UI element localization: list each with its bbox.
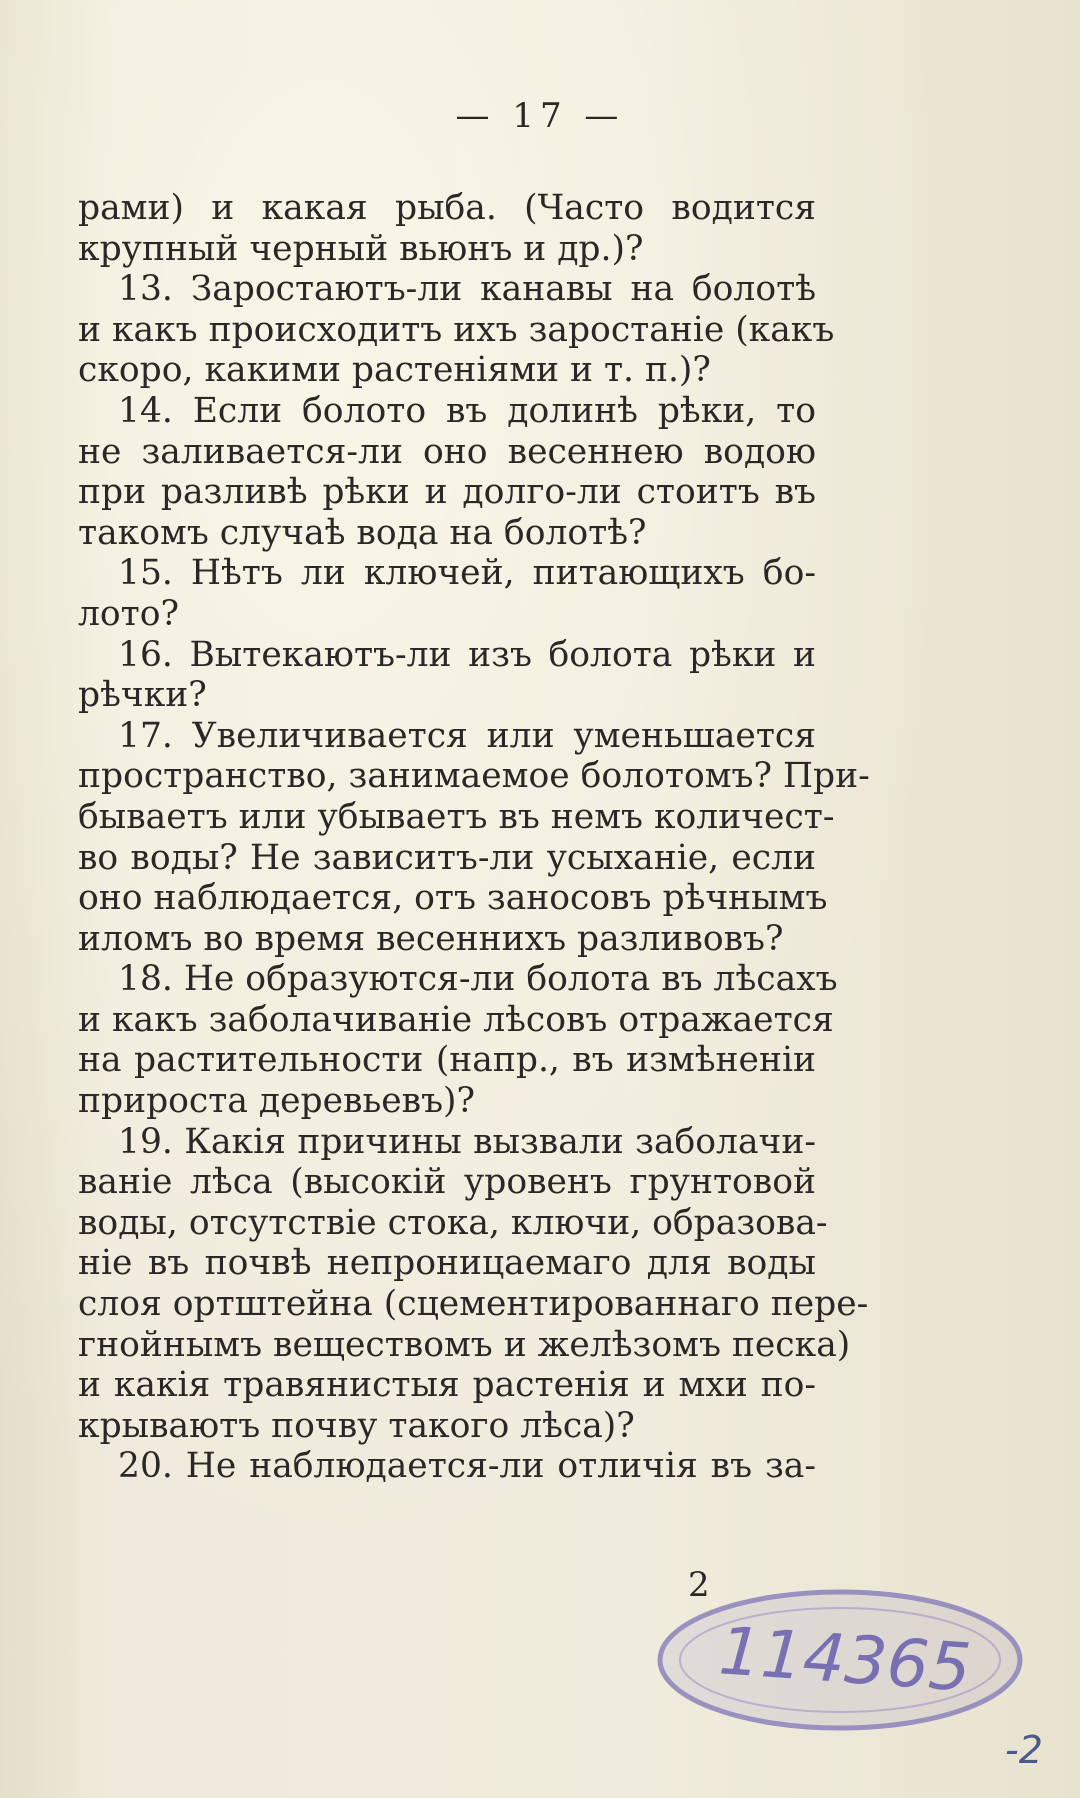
text-line: пространство, занимаемое болотомъ? При-	[78, 756, 870, 797]
text-line: такомъ случаѣ вода на болотѣ?	[78, 512, 647, 553]
stamp-number: 114365	[716, 1612, 974, 1707]
signature-mark: 2	[688, 1565, 710, 1605]
text-line: лото?	[78, 593, 180, 634]
text-line: ваніе лѣса (высокій уровенъ грунтовой	[78, 1162, 816, 1203]
text-line: иломъ во время весеннихъ разливовъ?	[78, 918, 784, 959]
text-line: гнойнымъ веществомъ и желѣзомъ песка)	[78, 1324, 851, 1365]
text-line: 19. Какія причины вызвали заболачи-	[118, 1121, 816, 1162]
text-line: 13. Заростаютъ-ли канавы на болотѣ	[118, 269, 816, 310]
corner-mark: -2	[1005, 1728, 1043, 1772]
library-stamp	[650, 1570, 1030, 1740]
text-line: бываетъ или убываетъ въ немъ количест-	[78, 796, 835, 837]
text-line: при разливѣ рѣки и долго-ли стоитъ въ	[78, 472, 816, 513]
page-number: — 17 —	[455, 96, 625, 136]
text-line: 17. Увеличивается или уменьшается	[118, 715, 816, 756]
pencil-mark	[1000, 1725, 1070, 1775]
text-line: крупный черный вьюнъ и др.)?	[78, 228, 644, 269]
text-line: 15. Нѣтъ ли ключей, питающихъ бо-	[118, 553, 816, 594]
text-line: скоро, какими растеніями и т. п.)?	[78, 350, 711, 391]
text-line: 16. Вытекаютъ-ли изъ болота рѣки и	[118, 634, 816, 675]
text-line: оно наблюдается, отъ заносовъ рѣчнымъ	[78, 878, 828, 919]
text-line: и какія травянистыя растенія и мхи по-	[78, 1365, 816, 1406]
text-line: рами) и какая рыба. (Часто водится	[78, 188, 816, 228]
text-line: 14. Если болото въ долинѣ рѣки, то	[118, 390, 816, 431]
text-line: и какъ заболачиваніе лѣсовъ отражается	[78, 999, 834, 1040]
text-line: прироста деревьевъ)?	[78, 1081, 475, 1122]
text-line: ніе въ почвѣ непроницаемаго для воды	[78, 1243, 816, 1284]
text-line: на растительности (напр., въ измѣненіи	[78, 1040, 816, 1081]
text-line: рѣчки?	[78, 675, 207, 716]
body-text	[78, 188, 870, 1487]
text-line: во воды? Не зависитъ-ли усыханіе, если	[78, 837, 816, 878]
text-line: слоя ортштейна (сцементированнаго пере-	[78, 1284, 869, 1325]
text-line: и какъ происходитъ ихъ заростаніе (какъ	[78, 309, 835, 350]
text-line: не заливается-ли оно весеннею водою	[78, 431, 816, 472]
text-line: крываютъ почву такого лѣса)?	[78, 1405, 635, 1446]
text-line: 20. Не наблюдается-ли отличія въ за-	[118, 1446, 816, 1487]
text-line: 18. Не образуются-ли болота въ лѣсахъ	[118, 959, 838, 1000]
text-line: воды, отсутствіе стока, ключи, образова-	[78, 1202, 828, 1243]
